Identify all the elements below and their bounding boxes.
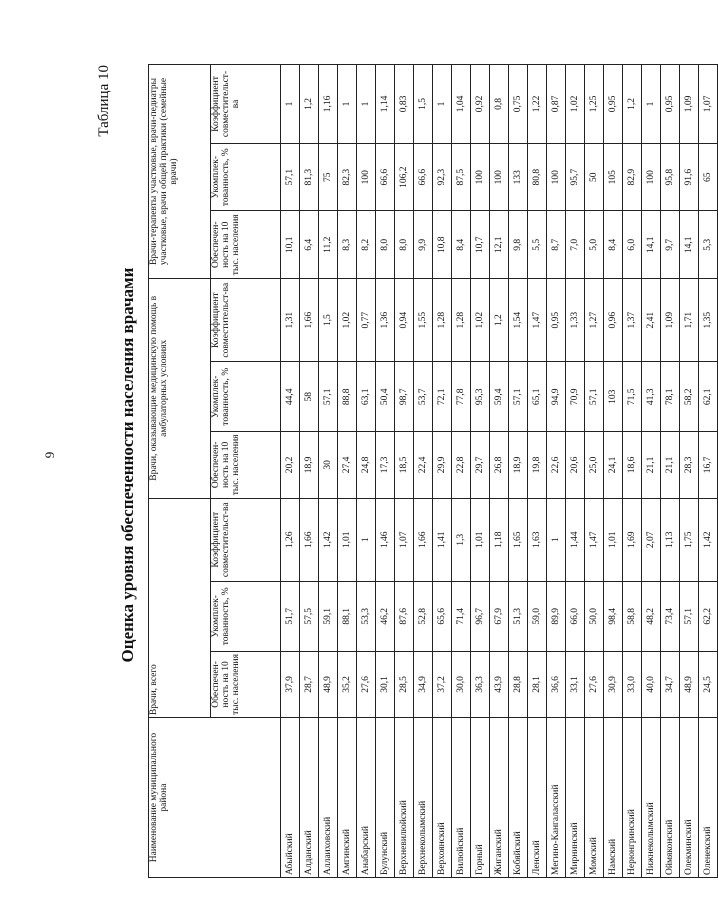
value-cell: 80,8 bbox=[528, 143, 547, 211]
value-cell: 65,6 bbox=[433, 581, 452, 651]
value-cell: 1,63 bbox=[528, 498, 547, 581]
table-row bbox=[699, 65, 718, 878]
value-cell: 46,2 bbox=[376, 581, 395, 651]
value-cell: 1,55 bbox=[414, 279, 433, 362]
header-staffing: Укомплек-тованность, % bbox=[211, 581, 281, 651]
value-cell: 57,5 bbox=[300, 581, 319, 651]
value-cell: 66,0 bbox=[566, 581, 585, 651]
value-cell: 1 bbox=[547, 498, 566, 581]
table-row bbox=[376, 65, 395, 878]
value-cell: 28,5 bbox=[395, 651, 414, 717]
doctors-table bbox=[148, 64, 718, 878]
value-cell: 95,7 bbox=[566, 143, 585, 211]
table-row bbox=[566, 65, 585, 878]
value-cell: 5,0 bbox=[585, 211, 604, 279]
value-cell: 11,2 bbox=[319, 211, 338, 279]
value-cell: 20,2 bbox=[281, 432, 300, 498]
header-coefficient: Коэффициент совместительст-ва bbox=[211, 279, 281, 362]
value-cell: 66,6 bbox=[414, 143, 433, 211]
value-cell: 1,37 bbox=[623, 279, 642, 362]
district-name-cell: Жиганский bbox=[490, 718, 509, 878]
value-cell: 88,1 bbox=[338, 581, 357, 651]
value-cell: 92,3 bbox=[433, 143, 452, 211]
value-cell: 100 bbox=[357, 143, 376, 211]
value-cell: 0,96 bbox=[604, 279, 623, 362]
value-cell: 82,3 bbox=[338, 143, 357, 211]
value-cell: 1,26 bbox=[281, 498, 300, 581]
value-cell: 8,4 bbox=[604, 211, 623, 279]
value-cell: 1,22 bbox=[528, 65, 547, 144]
value-cell: 12,1 bbox=[490, 211, 509, 279]
value-cell: 1 bbox=[433, 65, 452, 144]
value-cell: 24,5 bbox=[699, 651, 718, 717]
rotated-page-content bbox=[0, 25, 713, 905]
value-cell: 34,9 bbox=[414, 651, 433, 717]
district-name-cell: Олекминский bbox=[680, 718, 699, 878]
header-coefficient: Коэффициент совместительст-ва bbox=[211, 498, 281, 581]
value-cell: 6,4 bbox=[300, 211, 319, 279]
district-name-cell: Алданский bbox=[300, 718, 319, 878]
value-cell: 100 bbox=[642, 143, 661, 211]
value-cell: 67,9 bbox=[490, 581, 509, 651]
value-cell: 1,01 bbox=[604, 498, 623, 581]
table-row bbox=[490, 65, 509, 878]
table-row bbox=[642, 65, 661, 878]
header-provision: Обеспечен-ность на 10 тыс. населения bbox=[211, 432, 281, 498]
value-cell: 62,2 bbox=[699, 581, 718, 651]
value-cell: 21,1 bbox=[661, 432, 680, 498]
table-row bbox=[433, 65, 452, 878]
value-cell: 98,4 bbox=[604, 581, 623, 651]
value-cell: 82,9 bbox=[623, 143, 642, 211]
table-row bbox=[680, 65, 699, 878]
value-cell: 30,9 bbox=[604, 651, 623, 717]
value-cell: 10,7 bbox=[471, 211, 490, 279]
value-cell: 72,1 bbox=[433, 362, 452, 432]
value-cell: 78,1 bbox=[661, 362, 680, 432]
value-cell: 28,8 bbox=[509, 651, 528, 717]
value-cell: 24,8 bbox=[357, 432, 376, 498]
value-cell: 1,41 bbox=[433, 498, 452, 581]
district-name-cell: Верхневилюйский bbox=[395, 718, 414, 878]
value-cell: 22,4 bbox=[414, 432, 433, 498]
district-name-cell: Нерюнгринский bbox=[623, 718, 642, 878]
value-cell: 91,6 bbox=[680, 143, 699, 211]
value-cell: 29,9 bbox=[433, 432, 452, 498]
value-cell: 50,0 bbox=[585, 581, 604, 651]
table-row bbox=[509, 65, 528, 878]
value-cell: 1,71 bbox=[680, 279, 699, 362]
value-cell: 8,3 bbox=[338, 211, 357, 279]
value-cell: 1,01 bbox=[471, 498, 490, 581]
value-cell: 22,8 bbox=[452, 432, 471, 498]
value-cell: 95,8 bbox=[661, 143, 680, 211]
value-cell: 8,0 bbox=[376, 211, 395, 279]
value-cell: 30,0 bbox=[452, 651, 471, 717]
value-cell: 20,6 bbox=[566, 432, 585, 498]
value-cell: 1,14 bbox=[376, 65, 395, 144]
value-cell: 1 bbox=[357, 65, 376, 144]
value-cell: 95,3 bbox=[471, 362, 490, 432]
value-cell: 10,1 bbox=[281, 211, 300, 279]
value-cell: 71,5 bbox=[623, 362, 642, 432]
table-row bbox=[528, 65, 547, 878]
header-provision: Обеспечен-ность на 10 тыс. населения bbox=[211, 211, 281, 279]
value-cell: 18,6 bbox=[623, 432, 642, 498]
value-cell: 1,16 bbox=[319, 65, 338, 144]
value-cell: 53,7 bbox=[414, 362, 433, 432]
value-cell: 48,9 bbox=[680, 651, 699, 717]
district-name-cell: Оймяконский bbox=[661, 718, 680, 878]
table-row bbox=[585, 65, 604, 878]
value-cell: 133 bbox=[509, 143, 528, 211]
value-cell: 1,46 bbox=[376, 498, 395, 581]
value-cell: 27,6 bbox=[585, 651, 604, 717]
value-cell: 70,9 bbox=[566, 362, 585, 432]
value-cell: 1 bbox=[338, 65, 357, 144]
value-cell: 1,25 bbox=[585, 65, 604, 144]
value-cell: 1,44 bbox=[566, 498, 585, 581]
value-cell: 58,8 bbox=[623, 581, 642, 651]
value-cell: 0,83 bbox=[395, 65, 414, 144]
value-cell: 2,41 bbox=[642, 279, 661, 362]
value-cell: 1,31 bbox=[281, 279, 300, 362]
value-cell: 57,1 bbox=[680, 581, 699, 651]
value-cell: 51,3 bbox=[509, 581, 528, 651]
value-cell: 37,9 bbox=[281, 651, 300, 717]
value-cell: 57,1 bbox=[585, 362, 604, 432]
district-name-cell: Верхоянский bbox=[433, 718, 452, 878]
value-cell: 57,1 bbox=[319, 362, 338, 432]
value-cell: 89,9 bbox=[547, 581, 566, 651]
value-cell: 0,95 bbox=[604, 65, 623, 144]
district-name-cell: Намский bbox=[604, 718, 623, 878]
value-cell: 10,8 bbox=[433, 211, 452, 279]
value-cell: 65,1 bbox=[528, 362, 547, 432]
value-cell: 9,8 bbox=[509, 211, 528, 279]
value-cell: 1,66 bbox=[414, 498, 433, 581]
value-cell: 75 bbox=[319, 143, 338, 211]
value-cell: 5,3 bbox=[699, 211, 718, 279]
value-cell: 1,3 bbox=[452, 498, 471, 581]
value-cell: 41,3 bbox=[642, 362, 661, 432]
value-cell: 81,3 bbox=[300, 143, 319, 211]
value-cell: 1,18 bbox=[490, 498, 509, 581]
value-cell: 1,42 bbox=[319, 498, 338, 581]
district-name-cell: Нижнеколымский bbox=[642, 718, 661, 878]
value-cell: 1,02 bbox=[471, 279, 490, 362]
value-cell: 1,69 bbox=[623, 498, 642, 581]
value-cell: 1,47 bbox=[528, 279, 547, 362]
value-cell: 18,9 bbox=[300, 432, 319, 498]
value-cell: 0,87 bbox=[547, 65, 566, 144]
value-cell: 18,5 bbox=[395, 432, 414, 498]
value-cell: 65 bbox=[699, 143, 718, 211]
value-cell: 58,2 bbox=[680, 362, 699, 432]
value-cell: 96,7 bbox=[471, 581, 490, 651]
district-name-cell: Мегино-Кангаласский bbox=[547, 718, 566, 878]
value-cell: 100 bbox=[471, 143, 490, 211]
district-name-cell: Амгинский bbox=[338, 718, 357, 878]
value-cell: 16,7 bbox=[699, 432, 718, 498]
table-row bbox=[604, 65, 623, 878]
district-name-cell: Горный bbox=[471, 718, 490, 878]
value-cell: 88,8 bbox=[338, 362, 357, 432]
header-coefficient: Коэффициент совместительст-ва bbox=[211, 65, 281, 144]
table-row bbox=[623, 65, 642, 878]
district-name-cell: Момский bbox=[585, 718, 604, 878]
value-cell: 8,0 bbox=[395, 211, 414, 279]
value-cell: 1,47 bbox=[585, 498, 604, 581]
value-cell: 0,95 bbox=[547, 279, 566, 362]
value-cell: 1,09 bbox=[680, 65, 699, 144]
value-cell: 1,01 bbox=[338, 498, 357, 581]
header-group-primary-care: Врачи-терапевты участковые, врачи-педиатры участковые, врачи общей практики (семейные врачи) bbox=[149, 65, 211, 279]
value-cell: 57,1 bbox=[509, 362, 528, 432]
value-cell: 5,5 bbox=[528, 211, 547, 279]
value-cell: 24,1 bbox=[604, 432, 623, 498]
table-row bbox=[547, 65, 566, 878]
value-cell: 27,4 bbox=[338, 432, 357, 498]
value-cell: 1,42 bbox=[699, 498, 718, 581]
value-cell: 0,77 bbox=[357, 279, 376, 362]
value-cell: 19,8 bbox=[528, 432, 547, 498]
value-cell: 57,1 bbox=[281, 143, 300, 211]
value-cell: 8,7 bbox=[547, 211, 566, 279]
value-cell: 1,07 bbox=[395, 498, 414, 581]
district-name-cell: Булунский bbox=[376, 718, 395, 878]
value-cell: 1 bbox=[357, 498, 376, 581]
value-cell: 33,0 bbox=[623, 651, 642, 717]
value-cell: 103 bbox=[604, 362, 623, 432]
value-cell: 14,1 bbox=[642, 211, 661, 279]
value-cell: 34,7 bbox=[661, 651, 680, 717]
value-cell: 43,9 bbox=[490, 651, 509, 717]
district-name-cell: Кобяйский bbox=[509, 718, 528, 878]
value-cell: 62,1 bbox=[699, 362, 718, 432]
page-number: 9 bbox=[42, 451, 57, 459]
header-district: Наименование муниципального района bbox=[149, 718, 281, 878]
value-cell: 1,28 bbox=[452, 279, 471, 362]
table-row bbox=[300, 65, 319, 878]
table-row bbox=[338, 65, 357, 878]
table-body bbox=[281, 65, 718, 878]
value-cell: 36,6 bbox=[547, 651, 566, 717]
district-name-cell: Верхнеколымский bbox=[414, 718, 433, 878]
value-cell: 1,66 bbox=[300, 498, 319, 581]
header-group-all-doctors: Врачи, всего bbox=[149, 498, 211, 718]
value-cell: 52,8 bbox=[414, 581, 433, 651]
value-cell: 1,66 bbox=[300, 279, 319, 362]
value-cell: 71,4 bbox=[452, 581, 471, 651]
value-cell: 59,0 bbox=[528, 581, 547, 651]
document-title: Оценка уровня обеспеченности населения врачами bbox=[118, 267, 137, 663]
table-row bbox=[471, 65, 490, 878]
table-row bbox=[661, 65, 680, 878]
value-cell: 2,07 bbox=[642, 498, 661, 581]
value-cell: 1,2 bbox=[490, 279, 509, 362]
value-cell: 1,75 bbox=[680, 498, 699, 581]
value-cell: 1,54 bbox=[509, 279, 528, 362]
value-cell: 48,2 bbox=[642, 581, 661, 651]
value-cell: 40,0 bbox=[642, 651, 661, 717]
value-cell: 1,07 bbox=[699, 65, 718, 144]
value-cell: 26,8 bbox=[490, 432, 509, 498]
value-cell: 87,5 bbox=[452, 143, 471, 211]
value-cell: 8,2 bbox=[357, 211, 376, 279]
value-cell: 35,2 bbox=[338, 651, 357, 717]
value-cell: 58 bbox=[300, 362, 319, 432]
value-cell: 1,65 bbox=[509, 498, 528, 581]
value-cell: 48,9 bbox=[319, 651, 338, 717]
value-cell: 73,4 bbox=[661, 581, 680, 651]
value-cell: 33,1 bbox=[566, 651, 585, 717]
value-cell: 100 bbox=[490, 143, 509, 211]
table-row bbox=[319, 65, 338, 878]
header-staffing: Укомплек-тованность, % bbox=[211, 362, 281, 432]
district-name-cell: Анабарский bbox=[357, 718, 376, 878]
value-cell: 29,7 bbox=[471, 432, 490, 498]
value-cell: 100 bbox=[547, 143, 566, 211]
value-cell: 1,2 bbox=[623, 65, 642, 144]
value-cell: 1,02 bbox=[338, 279, 357, 362]
value-cell: 77,8 bbox=[452, 362, 471, 432]
table-row bbox=[395, 65, 414, 878]
value-cell: 63,1 bbox=[357, 362, 376, 432]
value-cell: 14,1 bbox=[680, 211, 699, 279]
value-cell: 17,3 bbox=[376, 432, 395, 498]
value-cell: 1,02 bbox=[566, 65, 585, 144]
value-cell: 0,95 bbox=[661, 65, 680, 144]
district-name-cell: Оленекский bbox=[699, 718, 718, 878]
value-cell: 1,27 bbox=[585, 279, 604, 362]
header-group-outpatient: Врачи, оказывающие медицинскую помощь в амбулаторных условиях bbox=[149, 279, 211, 499]
value-cell: 0,8 bbox=[490, 65, 509, 144]
value-cell: 1,04 bbox=[452, 65, 471, 144]
value-cell: 59,1 bbox=[319, 581, 338, 651]
value-cell: 1,33 bbox=[566, 279, 585, 362]
district-name-cell: Абыйский bbox=[281, 718, 300, 878]
value-cell: 66,6 bbox=[376, 143, 395, 211]
value-cell: 6,0 bbox=[623, 211, 642, 279]
value-cell: 0,94 bbox=[395, 279, 414, 362]
value-cell: 27,6 bbox=[357, 651, 376, 717]
value-cell: 0,75 bbox=[509, 65, 528, 144]
header-provision: Обеспечен-ность на 10 тыс. населения bbox=[211, 651, 281, 717]
value-cell: 50,4 bbox=[376, 362, 395, 432]
value-cell: 9,7 bbox=[661, 211, 680, 279]
value-cell: 36,3 bbox=[471, 651, 490, 717]
table-row bbox=[281, 65, 300, 878]
value-cell: 30 bbox=[319, 432, 338, 498]
value-cell: 28,1 bbox=[528, 651, 547, 717]
value-cell: 18,9 bbox=[509, 432, 528, 498]
value-cell: 1,2 bbox=[300, 65, 319, 144]
district-name-cell: Мирнинский bbox=[566, 718, 585, 878]
value-cell: 1,09 bbox=[661, 279, 680, 362]
value-cell: 1,35 bbox=[699, 279, 718, 362]
value-cell: 22,6 bbox=[547, 432, 566, 498]
value-cell: 106,2 bbox=[395, 143, 414, 211]
value-cell: 44,4 bbox=[281, 362, 300, 432]
value-cell: 9,9 bbox=[414, 211, 433, 279]
value-cell: 87,6 bbox=[395, 581, 414, 651]
table-row bbox=[357, 65, 376, 878]
value-cell: 105 bbox=[604, 143, 623, 211]
value-cell: 1,5 bbox=[414, 65, 433, 144]
value-cell: 30,1 bbox=[376, 651, 395, 717]
value-cell: 0,92 bbox=[471, 65, 490, 144]
value-cell: 50 bbox=[585, 143, 604, 211]
value-cell: 25,0 bbox=[585, 432, 604, 498]
table-row bbox=[452, 65, 471, 878]
value-cell: 1,5 bbox=[319, 279, 338, 362]
value-cell: 1,28 bbox=[433, 279, 452, 362]
value-cell: 1,13 bbox=[661, 498, 680, 581]
value-cell: 53,3 bbox=[357, 581, 376, 651]
value-cell: 7,0 bbox=[566, 211, 585, 279]
value-cell: 37,2 bbox=[433, 651, 452, 717]
value-cell: 1,36 bbox=[376, 279, 395, 362]
table-row bbox=[414, 65, 433, 878]
district-name-cell: Аллаиховский bbox=[319, 718, 338, 878]
value-cell: 94,9 bbox=[547, 362, 566, 432]
district-name-cell: Ленский bbox=[528, 718, 547, 878]
value-cell: 59,4 bbox=[490, 362, 509, 432]
value-cell: 28,3 bbox=[680, 432, 699, 498]
value-cell: 8,4 bbox=[452, 211, 471, 279]
value-cell: 28,7 bbox=[300, 651, 319, 717]
header-staffing: Укомплек-тованность, % bbox=[211, 143, 281, 211]
table-label: Таблица 10 bbox=[96, 65, 112, 137]
value-cell: 21,1 bbox=[642, 432, 661, 498]
value-cell: 51,7 bbox=[281, 581, 300, 651]
value-cell: 98,7 bbox=[395, 362, 414, 432]
value-cell: 1 bbox=[642, 65, 661, 144]
value-cell: 1 bbox=[281, 65, 300, 144]
district-name-cell: Вилюйский bbox=[452, 718, 471, 878]
